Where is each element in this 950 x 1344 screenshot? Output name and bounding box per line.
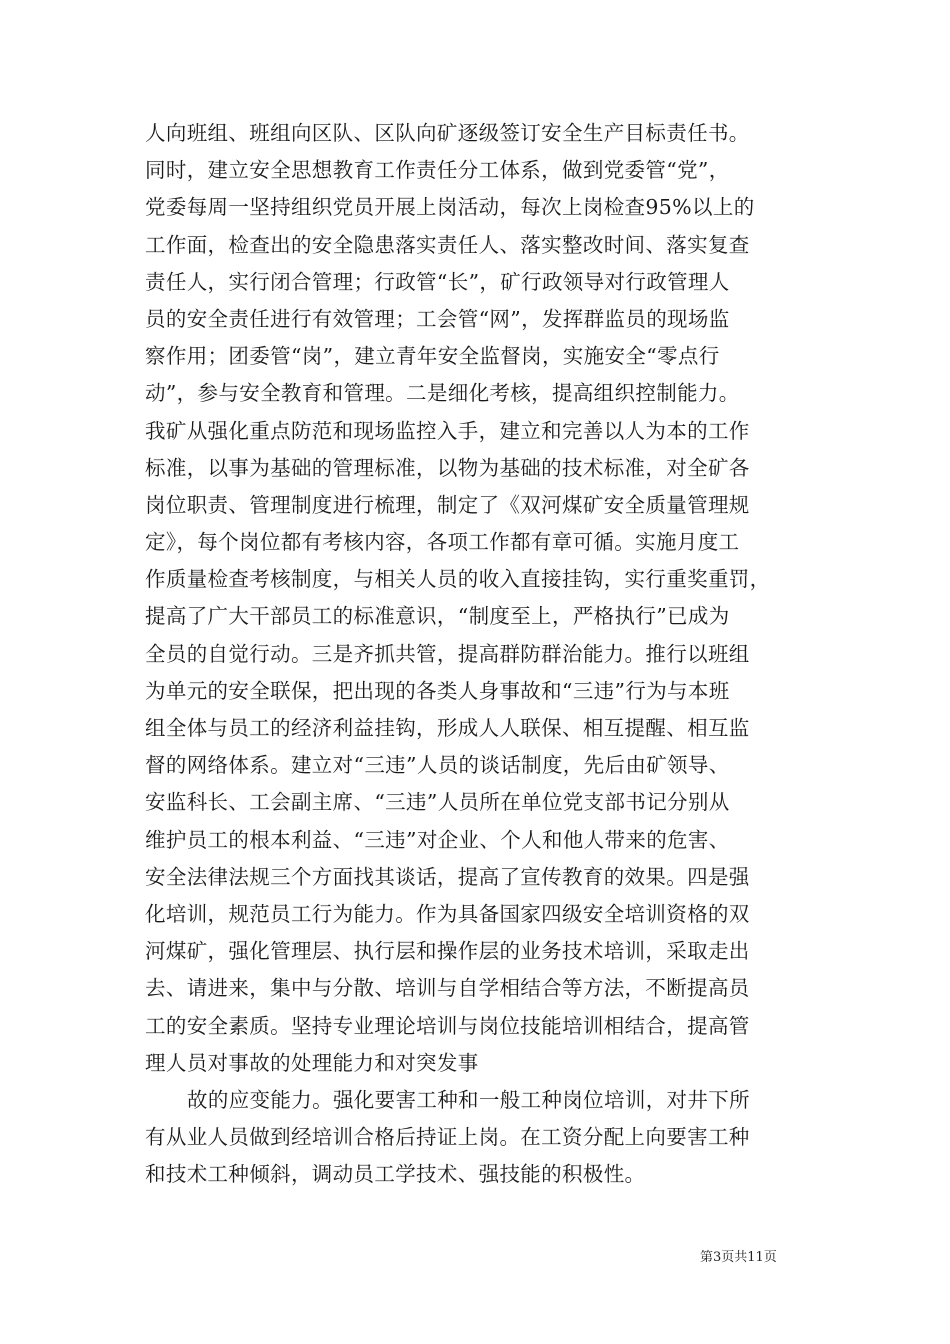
text-line: 工的安全素质。坚持专业理论培训与岗位技能培训相结合，提高管 [145,1013,750,1038]
page-number: 第3页共11页 [700,1250,777,1265]
text-line: 提高了广大干部员工的标准意识，“制度至上，严格执行”已成为 [145,604,730,629]
text-line: 党委每周一坚持组织党员开展上岗活动，每次上岗检查95%以上的 [145,195,755,220]
text-line: 安监科长、工会副主席、“三违”人员所在单位党支部书记分别从 [145,790,730,815]
text-line: 理人员对事故的处理能力和对突发事 [145,1050,479,1075]
text-line: 工作面，检查出的安全隐患落实责任人、落实整改时间、落实复查 [145,232,750,257]
text-line: 人向班组、班组向区队、区队向矿逐级签订安全生产目标责任书。 [145,121,750,145]
text-line: 定》，每个岗位都有考核内容，各项工作都有章可循。实施月度工 [145,530,740,555]
text-line: 动”，参与安全教育和管理。二是细化考核，提高组织控制能力。 [145,381,740,406]
text-line: 员的安全责任进行有效管理；工会管“网”，发挥群监员的现场监 [145,306,730,331]
text-line: 作质量检查考核制度，与相关人员的收入直接挂钩，实行重奖重罚， [145,567,771,592]
text-line: 同时，建立安全思想教育工作责任分工体系，做到党委管“党”， [145,158,730,183]
text-line: 和技术工种倾斜，调动员工学技术、强技能的积极性。 [145,1162,646,1187]
text-line: 察作用；团委管“岗”，建立青年安全监督岗，实施安全“零点行 [145,344,720,369]
text-line: 河煤矿，强化管理层、执行层和操作层的业务技术培训，采取走出 [145,939,750,964]
text-line: 化培训，规范员工行为能力。作为具备国家四级安全培训资格的双 [145,901,750,926]
paragraph-first-line: 故的应变能力。强化要害工种和一般工种岗位培训，对井下所 [187,1087,750,1112]
text-line: 督的网络体系。建立对“三违”人员的谈话制度，先后由矿领导、 [145,753,730,778]
text-line: 全员的自觉行动。三是齐抓共管，提高群防群治能力。推行以班组 [145,641,750,666]
text-line: 组全体与员工的经济利益挂钩，形成人人联保、相互提醒、相互监 [145,716,750,740]
body-text [145,115,817,1193]
text-line: 岗位职责、管理制度进行梳理，制定了《双河煤矿安全质量管理规 [145,492,750,517]
text-line: 标准，以事为基础的管理标准，以物为基础的技术标准，对全矿各 [145,455,750,480]
text-line: 安全法律法规三个方面找其谈话，提高了宣传教育的效果。四是强 [145,864,750,889]
text-line: 责任人，实行闭合管理；行政管“长”，矿行政领导对行政管理人 [145,269,730,294]
text-line: 为单元的安全联保，把出现的各类人身事故和“三违”行为与本班 [145,678,730,703]
text-line: 去、请进来，集中与分散、培训与自学相结合等方法，不断提高员 [145,976,750,1001]
text-line: 有从业人员做到经培训合格后持证上岗。在工资分配上向要害工种 [145,1125,750,1150]
text-line: 我矿从强化重点防范和现场监控入手，建立和完善以人为本的工作 [145,418,750,443]
text-line: 维护员工的根本利益、“三违”对企业、个人和他人带来的危害、 [145,827,730,852]
